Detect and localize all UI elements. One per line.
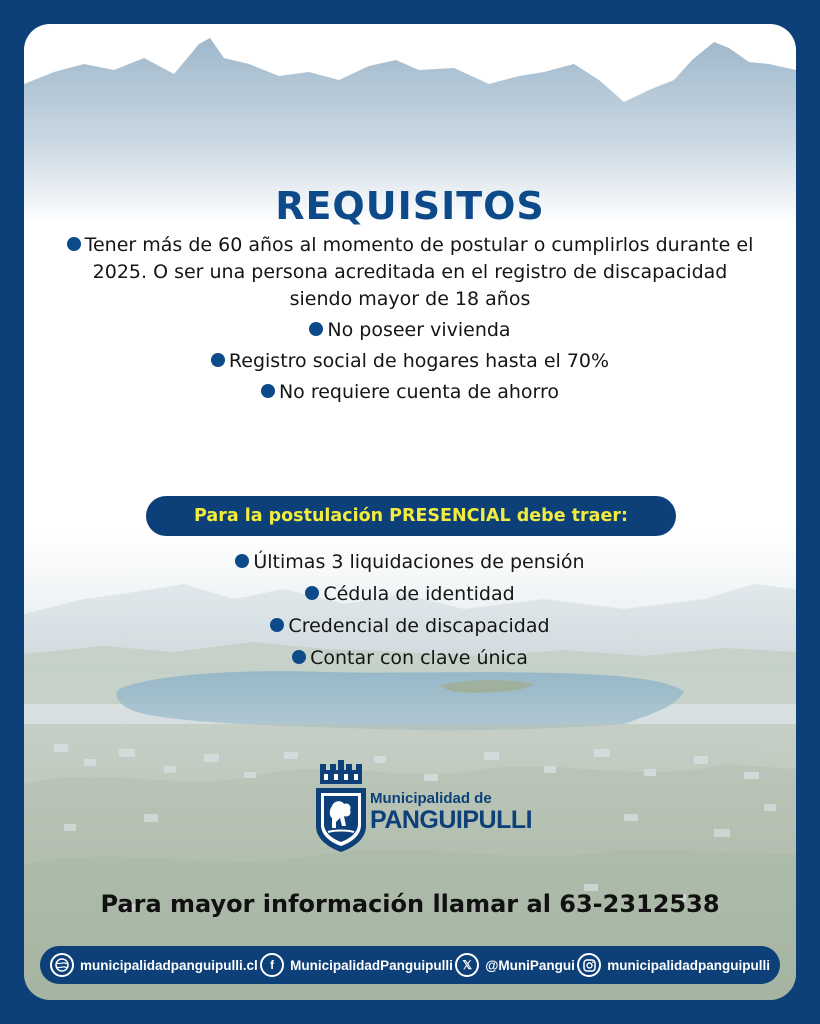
bullet-icon bbox=[211, 353, 225, 367]
coat-of-arms-icon bbox=[314, 760, 368, 852]
instagram-icon bbox=[577, 953, 601, 977]
municipality-logo bbox=[314, 760, 534, 856]
instagram-link[interactable] bbox=[577, 953, 770, 977]
logo-line2: PANGUIPULLI bbox=[370, 806, 533, 834]
facebook-icon: f bbox=[260, 953, 284, 977]
bullet-icon bbox=[235, 554, 249, 568]
bullet-icon bbox=[270, 618, 284, 632]
list-item bbox=[24, 379, 796, 406]
document-text: Credencial de discapacidad bbox=[288, 615, 550, 637]
requirements-list bbox=[24, 232, 796, 406]
page-title: REQUISITOS bbox=[275, 184, 545, 228]
document-text: Últimas 3 liquidaciones de pensión bbox=[253, 551, 585, 573]
bullet-icon bbox=[67, 237, 81, 251]
x-text: @MuniPangui bbox=[485, 957, 575, 973]
logo-text bbox=[370, 790, 532, 833]
facebook-text: MunicipalidadPanguipulli bbox=[290, 957, 453, 973]
bullet-icon bbox=[309, 322, 323, 336]
list-item bbox=[24, 644, 796, 672]
list-item bbox=[24, 317, 796, 344]
facebook-link[interactable] bbox=[260, 953, 453, 977]
list-item bbox=[24, 580, 796, 608]
lake bbox=[116, 671, 684, 730]
globe-icon bbox=[50, 953, 74, 977]
list-item bbox=[24, 348, 796, 375]
website-link[interactable] bbox=[50, 953, 258, 977]
website-text: municipalidadpanguipulli.cl bbox=[80, 957, 258, 973]
x-icon: 𝕏 bbox=[455, 953, 479, 977]
list-item bbox=[24, 548, 796, 576]
bullet-icon bbox=[292, 650, 306, 664]
logo-line1: Municipalidad de bbox=[370, 790, 492, 807]
document-text: Contar con clave única bbox=[310, 647, 528, 669]
poster-card bbox=[24, 24, 796, 1000]
contact-info: Para mayor información llamar al 63-2312538 bbox=[100, 890, 720, 918]
requirement-text: No requiere cuenta de ahorro bbox=[278, 381, 560, 403]
social-bar bbox=[40, 946, 780, 984]
x-link[interactable] bbox=[455, 953, 575, 977]
document-text: Cédula de identidad bbox=[323, 583, 515, 605]
presencial-heading: Para la postulación PRESENCIAL debe traer: bbox=[146, 496, 676, 536]
documents-list bbox=[24, 548, 796, 672]
requirement-text: Tener más de 60 años al momento de postular o cumplirlos durante el 2025. O ser una persona acreditada en el registro de discapacidad siendo mayor de 18 años bbox=[84, 234, 754, 310]
list-item bbox=[24, 612, 796, 640]
requirement-text: Registro social de hogares hasta el 70% bbox=[228, 350, 610, 372]
list-item bbox=[24, 232, 796, 313]
requirement-text: No poseer vivienda bbox=[327, 319, 511, 341]
instagram-text: municipalidadpanguipulli bbox=[607, 957, 770, 973]
bullet-icon bbox=[261, 384, 275, 398]
bullet-icon bbox=[305, 586, 319, 600]
